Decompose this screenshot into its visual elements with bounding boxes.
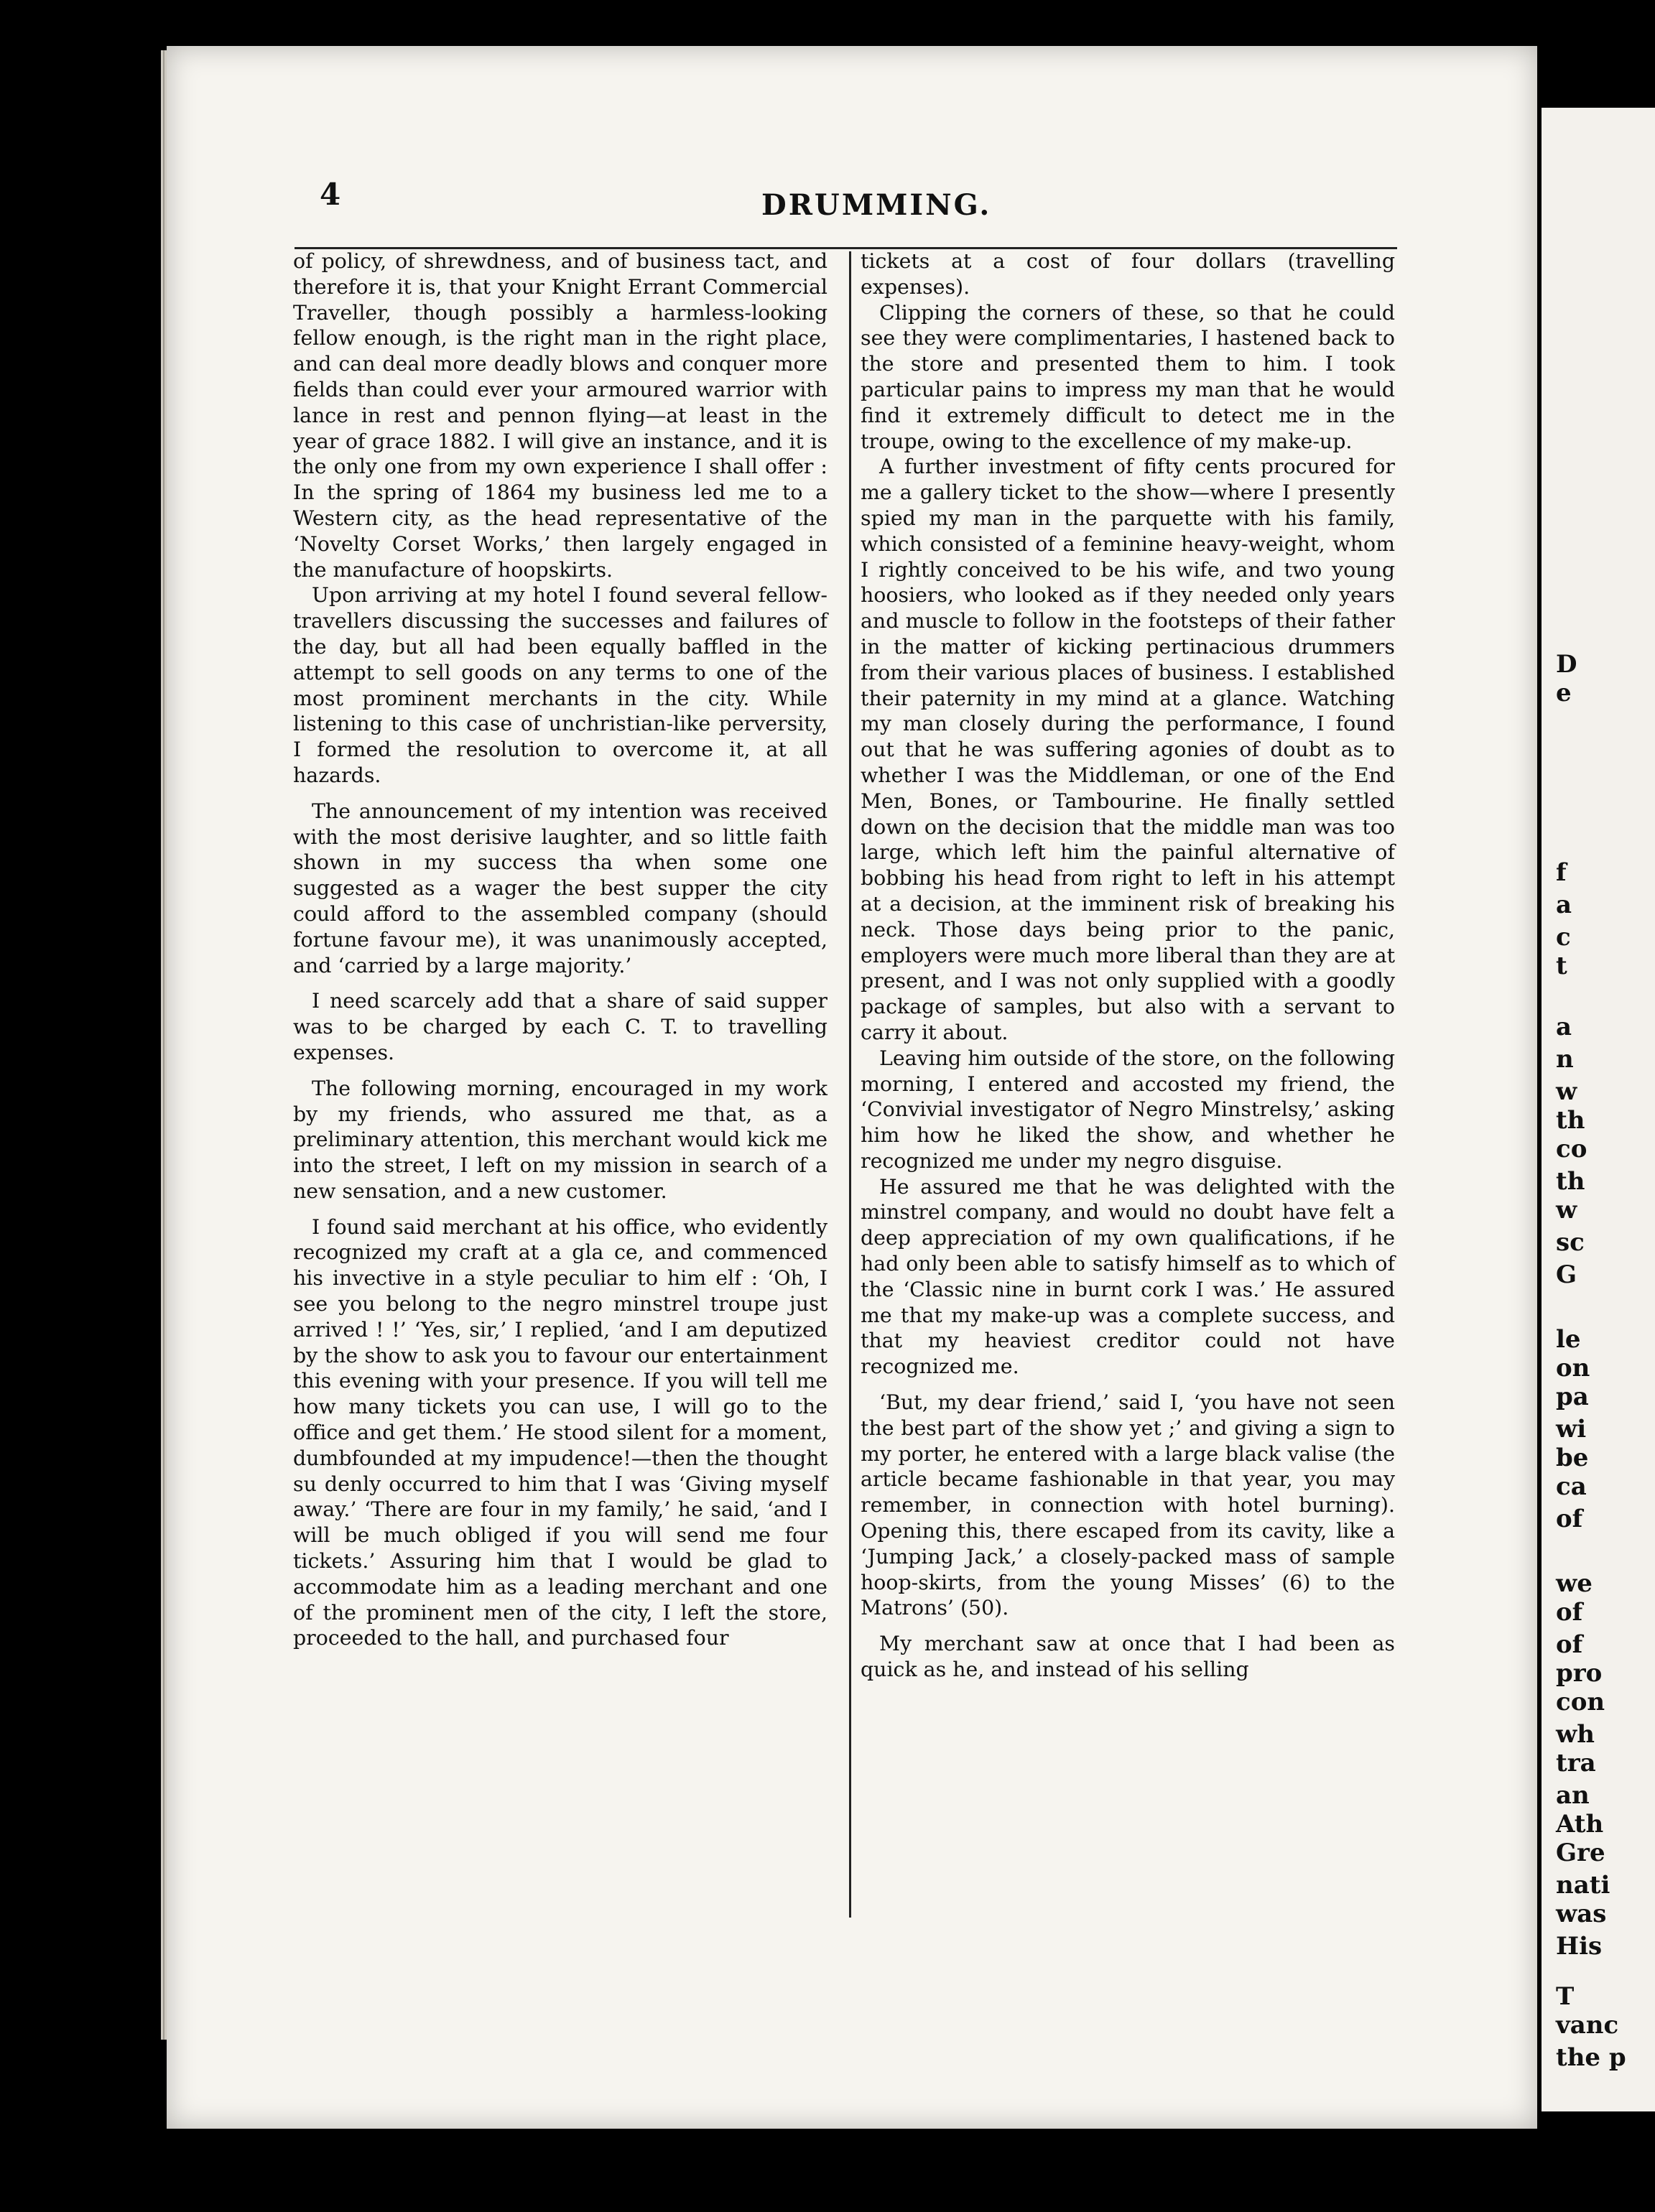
next-page-fragment: on: [1556, 1354, 1590, 1382]
next-page-fragment: le: [1556, 1325, 1581, 1354]
next-page-fragment: of: [1556, 1598, 1583, 1627]
paragraph: Clipping the corners of these, so that he could see they were complimentaries, I hastened back to the store and presented them to him. I took particular pains to impress my man that he would find it extremely difficult to detect me in the troupe, owing to the excellence of my make-up.: [861, 300, 1395, 453]
paragraph: I found said merchant at his office, who evidently recognized my craft at a gla ce, and commenced his invective in a style peculiar to him elf : ‘Oh, I see you belong to the negro minstrel troupe just arrived ! !’ ‘Yes, sir,’ I replied, ‘and I am deputized by the show to ask you to favour our entertainment this evening with your presence. If you will tell me how many tickets you can use, I will go to the office and get them.’ He stood silent for a moment, dumbfounded at my impudence!—then the thought su denly occurred to him that I was ‘Giving myself away.’ ‘There are four in my family,’ he said, ‘and I will be much obliged if you will send me four tickets.’ Assuring him that I would be glad to accommodate him as a leading merchant and one of the prominent men of the city, I left the store, proceeded to the hall, and purchased four: [293, 1214, 828, 1650]
paragraph: Upon arriving at my hotel I found several fellow-travellers discussing the successes and failures of the day, but all had been equally baffled in the attempt to sell goods on any terms to one of the most prominent merchants in the city. While listening to this case of unchristian-like perversity, I formed the resolution to overcome it, at all hazards.: [293, 583, 828, 787]
next-page-fragment: con: [1556, 1688, 1605, 1716]
column-divider: [849, 251, 851, 1918]
paragraph: The following morning, encouraged in my work by my friends, who assured me that, as a preliminary attention, this merchant would kick me into the street, I left on my mission in search of a new sensation, and a new customer.: [293, 1076, 828, 1203]
paragraph: I need scarcely add that a share of said supper was to be charged by each C. T. to travelling expenses.: [293, 989, 828, 1064]
next-page-fragment: ca: [1556, 1472, 1587, 1501]
next-page-fragment: t: [1556, 952, 1567, 980]
next-page-fragment: pa: [1556, 1382, 1589, 1411]
paragraph: A further investment of fifty cents procured for me a gallery ticket to the show—where I presently spied my man in the parquette with his family, which consisted of a feminine heavy-weight, whom I rightly conceived to be his wife, and two young hoosiers, who looked as if they needed only years and muscle to follow in the footsteps of their father in the matter of kicking pertinacious drummers from their various places of business. I established their paternity in my mind at a glance. Watching my man closely during the performance, I found out that he was suffering agonies of doubt as to whether I was the Middleman, or one of the End Men, Bones, or Tambourine. He finally settled down on the decision that the middle man was too large, which left him the painful alternative of bobbing his head from right to left in his attempt at a decision, at the imminent risk of breaking his neck. Those days being prior to the panic, employers were much more liberal than they are at present, and I was not only supplied with a goodly package of samples, but also with a servant to carry it about.: [861, 455, 1395, 1044]
next-page-fragment: e: [1556, 679, 1572, 707]
next-page-fragment: His: [1556, 1932, 1603, 1961]
running-head: DRUMMING.: [761, 188, 992, 222]
next-page-fragment: sc: [1556, 1228, 1585, 1257]
paragraph: ‘But, my dear friend,’ said I, ‘you have not seen the best part of the show yet ;’ and giving a sign to my porter, he entered with a large black valise (the article became fashionable in that year, you may remember, in connection with hotel burning). Opening this, there escaped from its cavity, like a ‘Jumping Jack,’ a closely-packed mass of sample hoop-skirts, from the young Misses’ (6) to the Matrons’ (50).: [861, 1390, 1395, 1620]
next-page-fragment: f: [1556, 858, 1567, 887]
next-page-fragment: a: [1556, 1013, 1572, 1041]
next-page-fragment: a: [1556, 891, 1572, 919]
next-page-fragment: pro: [1556, 1659, 1603, 1688]
next-page-fragment: nati: [1556, 1871, 1610, 1900]
paragraph: My merchant saw at once that I had been as quick as he, and instead of his selling: [861, 1632, 1395, 1682]
right-column: [861, 248, 1395, 1683]
next-page-fragment: Gre: [1556, 1839, 1605, 1867]
next-page-fragment: vanc: [1556, 2011, 1619, 2040]
next-page-fragment: be: [1556, 1444, 1589, 1472]
next-page-fragment: T: [1556, 1982, 1575, 2011]
next-page-fragment: we: [1556, 1569, 1593, 1598]
next-page-fragment: an: [1556, 1781, 1590, 1810]
next-page-fragment: the p: [1556, 2043, 1626, 2072]
next-page-fragment: w: [1556, 1077, 1577, 1106]
next-page-fragment: w: [1556, 1196, 1577, 1224]
next-page-fragment: was: [1556, 1900, 1607, 1928]
next-page-fragment: c: [1556, 923, 1571, 952]
left-column: [293, 248, 828, 1651]
next-page-fragment: co: [1556, 1135, 1587, 1163]
next-page-fragment: tra: [1556, 1749, 1596, 1778]
next-page-fragment: Ath: [1556, 1810, 1604, 1839]
next-page-fragment: th: [1556, 1167, 1585, 1196]
paragraph: The announcement of my intention was received with the most derisive laughter, and so little faith shown in my success tha when some one suggested as a wager the best supper the city could afford to the assembled company (should fortune favour me), it was unanimously accepted, and ‘carried by a large majority.’: [293, 799, 828, 977]
next-page-fragment: n: [1556, 1045, 1574, 1074]
page-number: 4: [320, 177, 341, 212]
paragraph: of policy, of shrewdness, and of business tact, and therefore it is, that your Knight Errant Commercial Traveller, though possibly a harmless-looking fellow enough, is the right man in the right place, and can deal more deadly blows and conquer more fields than could ever your armoured warrior with lance in rest and pennon flying—at least in the year of grace 1882. I will give an instance, and it is the only one from my own experience I shall offer : In the spring of 1864 my business led me to a Western city, as the head representative of the ‘Novelty Corset Works,’ then largely engaged in the manufacture of hoopskirts.: [293, 249, 828, 582]
next-page-fragment: wi: [1556, 1415, 1587, 1444]
paragraph: He assured me that he was delighted with the minstrel company, and would no doubt have felt a deep appreciation of my own qualifications, if he had only been able to satisfy himself as to which of the ‘Classic nine in burnt cork I was.’ He assured me that my make-up was a complete success, and that my heaviest creditor could not have recognized me.: [861, 1174, 1395, 1379]
next-page-fragment: G: [1556, 1260, 1577, 1289]
next-page-fragment: of: [1556, 1630, 1583, 1659]
next-page-fragment: wh: [1556, 1720, 1595, 1749]
next-page-fragment: of: [1556, 1505, 1583, 1533]
next-page-fragment: th: [1556, 1106, 1585, 1135]
next-page-fragment: D: [1556, 650, 1577, 679]
next-page-edge: [1542, 108, 1655, 2111]
paragraph: tickets at a cost of four dollars (travelling expenses).: [861, 249, 1395, 299]
paragraph: Leaving him outside of the store, on the following morning, I entered and accosted my friend, the ‘Convivial investigator of Negro Minstrelsy,’ asking him how he liked the show, and whether he recognized me under my negro disguise.: [861, 1046, 1395, 1173]
